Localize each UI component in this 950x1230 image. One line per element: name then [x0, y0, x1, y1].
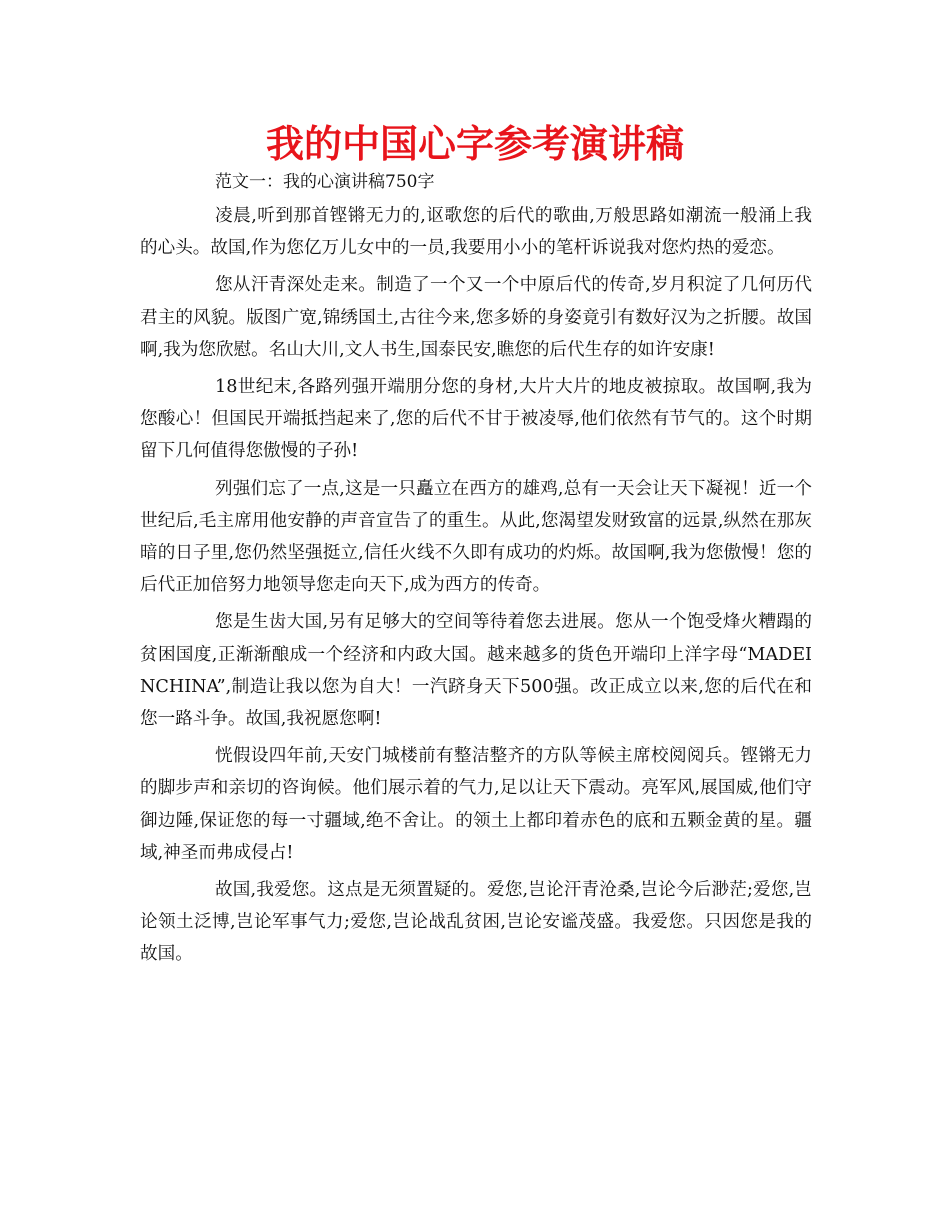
paragraph-6: 恍假设四年前,天安门城楼前有整洁整齐的方队等候主席校阅阅兵。铿锵无力的脚步声和亲切的咨询候。他们展示着的气力,足以让天下震动。亮军风,展国威,他们守御边陲,保证您的每一寸疆域,绝不舍让。的领土上都印着赤色的底和五颗金黄的星。疆域,神圣而弗成侵占! [140, 746, 812, 863]
document-title: 我的中国心字参考演讲稿 [265, 122, 684, 166]
paragraph-2: 您从汗青深处走来。制造了一个又一个中原后代的传奇,岁月积淀了几何历代君主的风貌。版图广宽,锦绣国土,古往今来,您多娇的身姿竟引有数好汉为之折腰。故国啊,我为您欣慰。名山大川,文人书生,国泰民安,瞧您的后代生存的如许安康! [140, 275, 812, 360]
paragraph-3: 18世纪末,各路列强开端朋分您的身材,大片大片的地皮被掠取。故国啊,我为您酸心！但国民开端抵挡起来了,您的后代不甘于被凌辱,他们依然有节气的。这个时期留下几何值得您傲慢的子孙! [140, 377, 812, 462]
document-body [140, 200, 812, 976]
document-subtitle: 范文一：我的心演讲稿750字 [215, 172, 435, 192]
paragraph-7: 故国,我爱您。这点是无须置疑的。爱您,岂论汗青沧桑,岂论今后渺茫;爱您,岂论领土泛博,岂论军事气力;爱您,岂论战乱贫困,岂论安谧茂盛。我爱您。只因您是我的故国。 [140, 880, 812, 965]
paragraph-5: 您是生齿大国,另有足够大的空间等待着您去进展。您从一个饱受烽火糟蹋的贫困国度,正渐渐酿成一个经济和内政大国。越来越多的货色开端印上洋字母“MADEINCHINA”,制造让我以您为自大！一汽跻身天下500强。改正成立以来,您的后代在和您一路斗争。故国,我祝愿您啊! [140, 612, 812, 730]
paragraph-1: 凌晨,听到那首铿锵无力的,讴歌您的后代的歌曲,万般思路如潮流一般涌上我的心头。故国,作为您亿万儿女中的一员,我要用小小的笔杆诉说我对您灼热的爱恋。 [140, 206, 812, 259]
paragraph-4: 列强们忘了一点,这是一只矗立在西方的雄鸡,总有一天会让天下凝视！近一个世纪后,毛主席用他安静的声音宣告了的重生。从此,您渴望发财致富的远景,纵然在那灰暗的日子里,您仍然坚强挺立,信任火线不久即有成功的灼烁。故国啊,我为您傲慢！您的后代正加倍努力地领导您走向天下,成为西方的传奇。 [140, 478, 812, 596]
